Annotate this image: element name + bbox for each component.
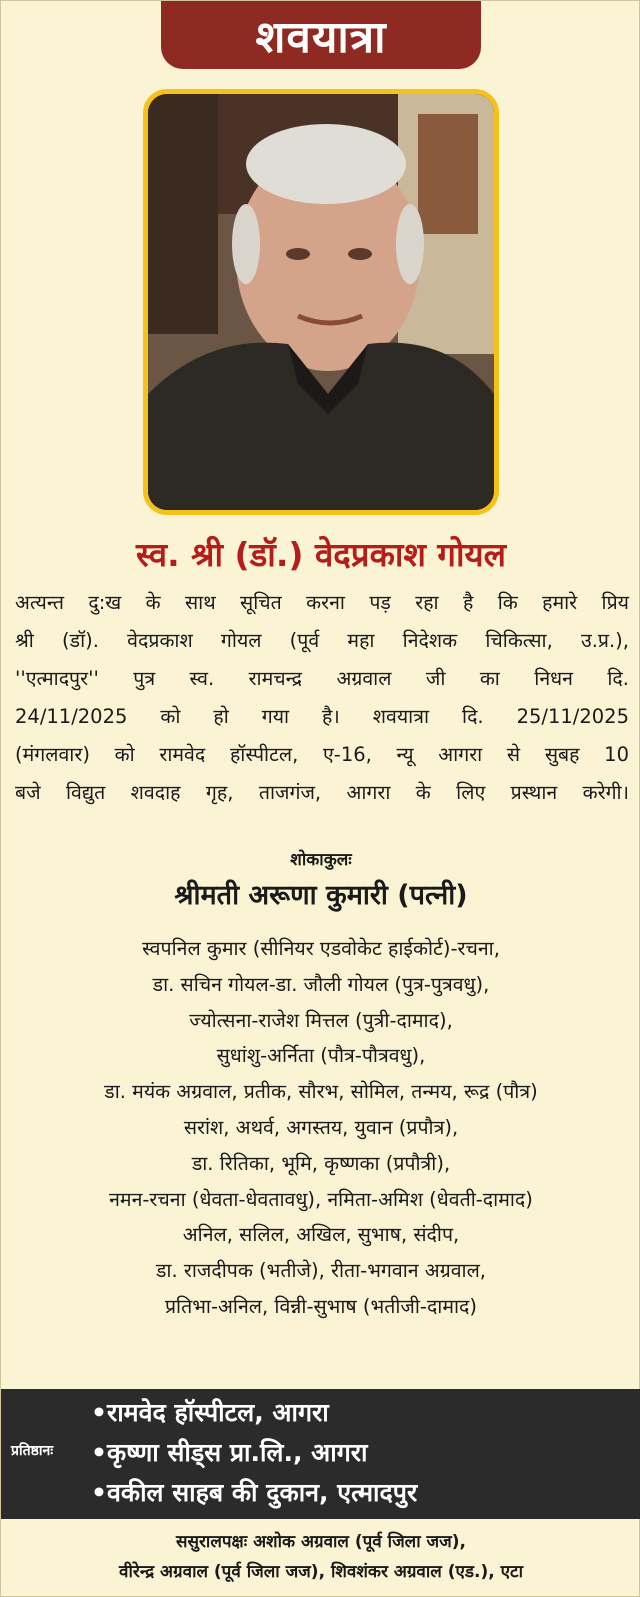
family-line: सुधांशु-अर्निता (पौत्र-पौत्रवधु), (216, 1044, 426, 1068)
banner-title: शवयात्रा (255, 12, 387, 63)
wife-name: श्रीमती अरूणा कुमारी (पत्नी) (174, 880, 468, 911)
family-line: प्रतिभा-अनिल, विन्नी-सुभाष (भतीजी-दामाद) (164, 1294, 478, 1318)
establishments-panel (1, 1389, 640, 1519)
notice-text (15, 584, 629, 812)
portrait-photo (143, 89, 499, 515)
notice-line: अत्यन्त दु:ख के साथ सूचित करना पड़ रहा है कि हमारे प्रिय (15, 591, 629, 614)
in-laws-line: ससुरालपक्षः अशोक अग्रवाल (पूर्व जिला जज), (176, 1532, 466, 1552)
notice-line: ''एत्मादपुर'' पुत्र स्व. रामचन्द्र अग्रवाल जी का निधन दि. (15, 667, 629, 690)
in-laws-line: वीरेन्द्र अग्रवाल (पूर्व जिला जज), शिवशंकर अग्रवाल (एड.), एटा (119, 1562, 523, 1582)
family-line: डा. सचिन गोयल-डा. जौली गोयल (पुत्र-पुत्रवधु), (152, 972, 490, 996)
family-line: डा. मयंक अग्रवाल, प्रतीक, सौरभ, सोमिल, तन्मय, रूद्र (पौत्र) (104, 1080, 538, 1104)
family-line: ज्योत्सना-राजेश मित्तल (पुत्री-दामाद), (189, 1008, 453, 1032)
family-line: सरांश, अथर्व, अगस्तय, युवान (प्रपौत्र), (183, 1115, 459, 1139)
family-list (1, 931, 640, 1325)
title-banner (161, 1, 481, 69)
establishment-item: •वकील साहब की दुकान, एत्मादपुर (91, 1478, 418, 1507)
deceased-name: स्व. श्री (डॉ.) वेदप्रकाश गोयल (135, 535, 507, 574)
family-line: अनिल, सलिल, अखिल, सुभाष, संदीप, (182, 1223, 460, 1247)
family-line: डा. राजदीपक (भतीजे), रीता-भगवान अग्रवाल, (155, 1259, 487, 1283)
notice-line: बजे विद्युत शवदाह गृह, ताजगंज, आगरा के लिए प्रस्थान करेगी। (15, 781, 629, 804)
in-laws-section (1, 1527, 640, 1587)
notice-line: श्री (डॉ). वेदप्रकाश गोयल (पूर्व महा निदेशक चिकित्सा, उ.प्र.), (15, 629, 629, 652)
mourners-heading: शोकाकुलः (290, 850, 352, 870)
establishments-label: प्रतिष्ठानः (11, 1443, 54, 1459)
portrait-illustration (148, 94, 494, 510)
notice-line: 24/11/2025 को हो गया है। शवयात्रा दि. 25/11/2025 (15, 705, 629, 728)
notice-line: (मंगलवार) को रामवेद हॉस्पीटल, ए-16, न्यू आगरा से सुबह 10 (15, 743, 629, 766)
family-line: नमन-रचना (धेवता-धेवतावधु), नमिता-अमिश (धेवती-दामाद) (109, 1187, 533, 1211)
establishment-item: •रामवेद हॉस्पीटल, आगरा (91, 1398, 329, 1427)
family-line: स्वपनिल कुमार (सीनियर एडवोकेट हाईकोर्ट)-रचना, (142, 937, 500, 960)
family-line: डा. रितिका, भूमि, कृष्णका (प्रपौत्री), (191, 1151, 451, 1175)
establishment-item: •कृष्णा सीड्स प्रा.लि., आगरा (91, 1438, 368, 1467)
